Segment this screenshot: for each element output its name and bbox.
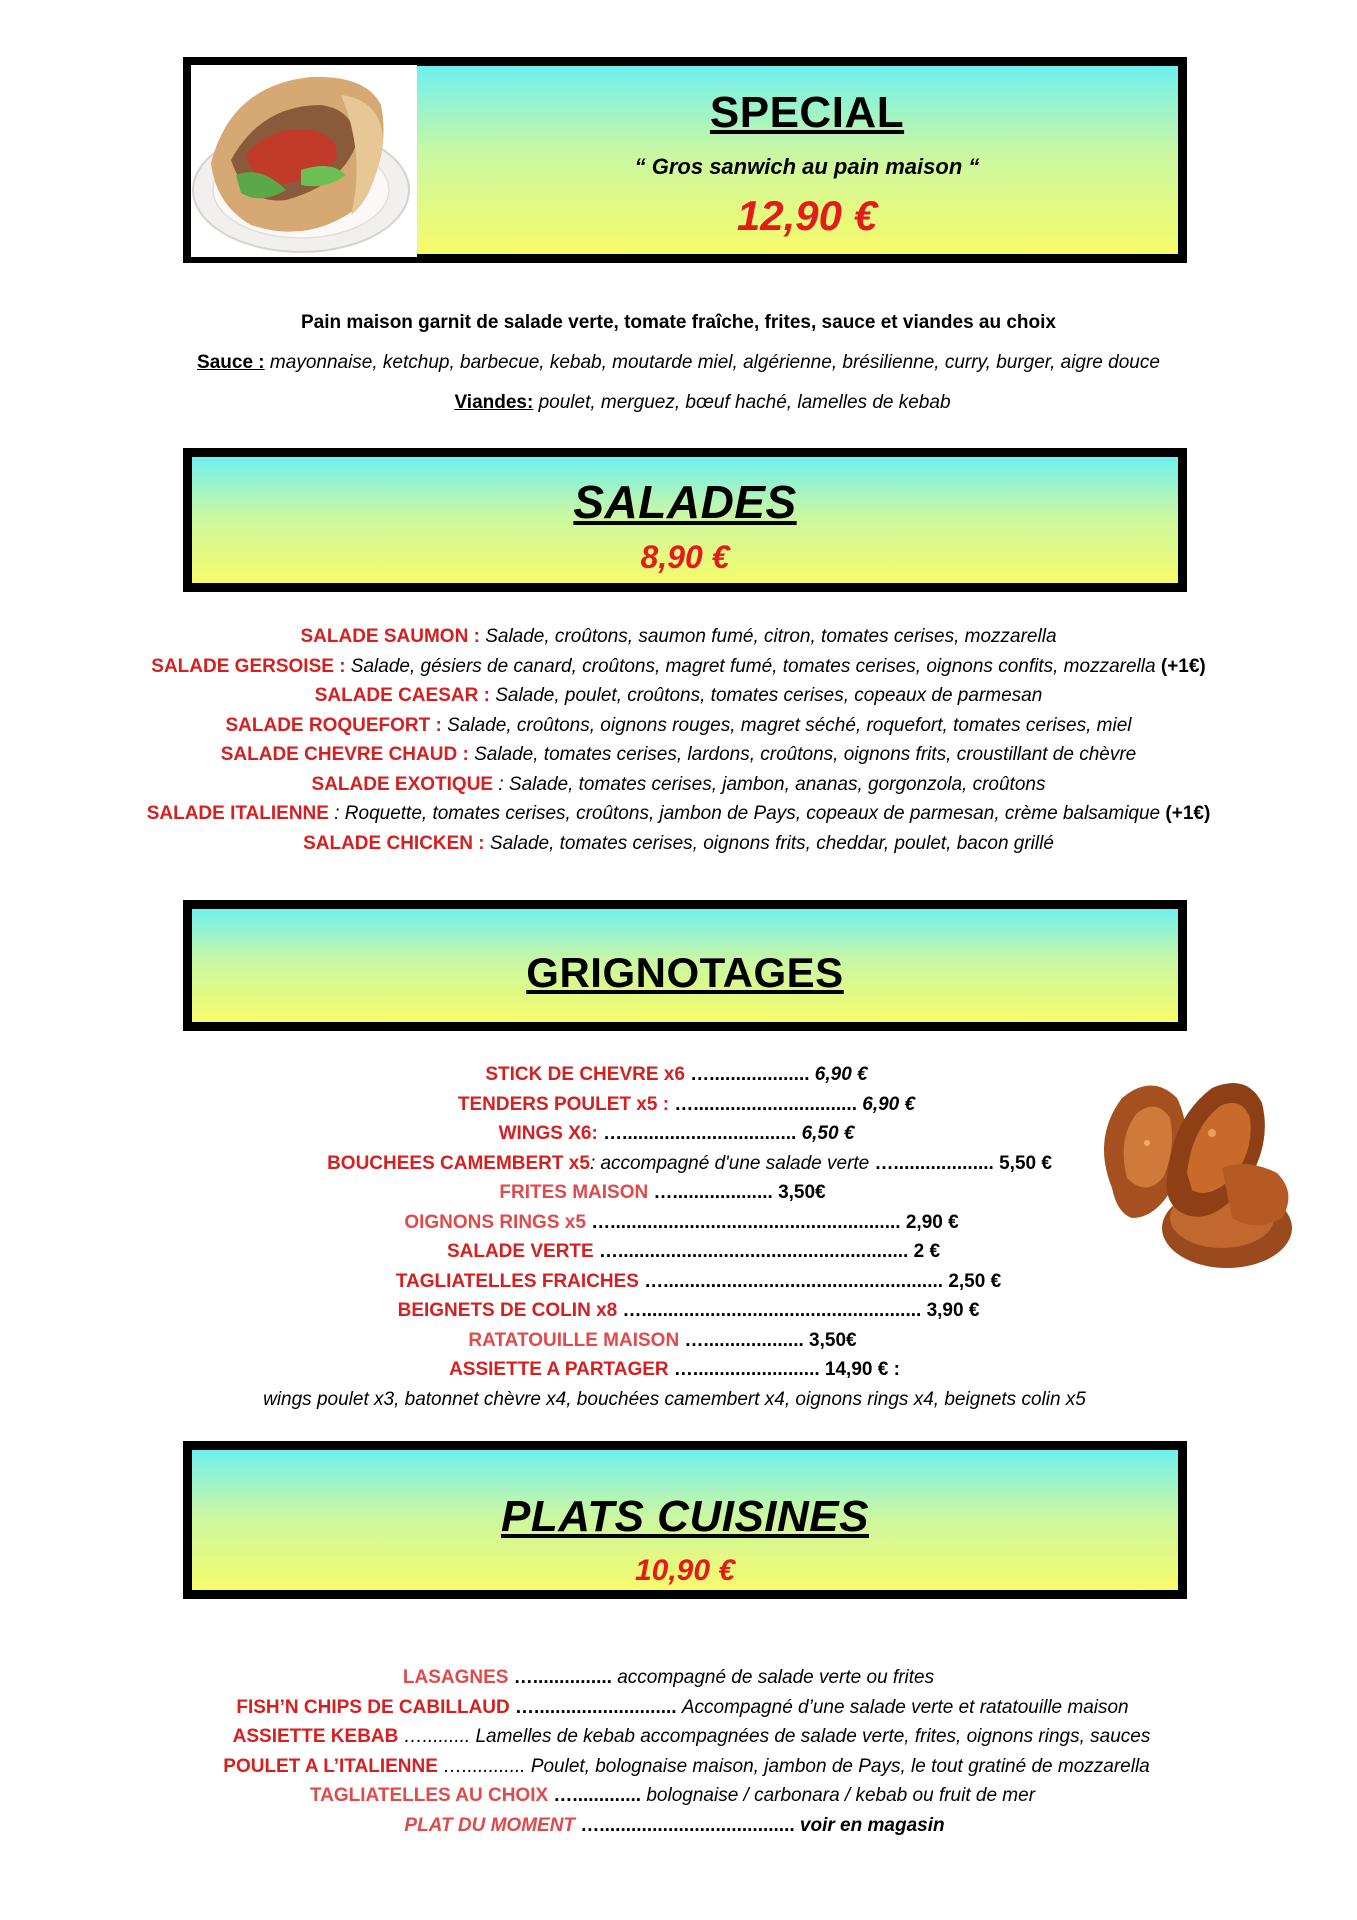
list-item: SALADE CAESAR : Salade, poulet, croûtons, tomates cerises, copeaux de parmesan xyxy=(314,685,1043,706)
list-item: OIGNONS RINGS x5 …....................................................... 2,90 € xyxy=(404,1211,959,1233)
special-subtitle: “ Gros sanwich au pain maison “ xyxy=(634,154,980,179)
plats-banner xyxy=(183,1441,1187,1599)
viandes-list: poulet, merguez, bœuf haché, lamelles de kebab xyxy=(533,392,951,413)
list-item: SALADE GERSOISE : Salade, gésiers de canard, croûtons, magret fumé, tomates cerises, oignons confits, mozzarella (+1€) xyxy=(151,655,1206,677)
list-item: SALADE SAUMON : Salade, croûtons, saumon fumé, citron, tomates cerises, mozzarella xyxy=(300,626,1057,647)
list-item: SALADE EXOTIQUE : Salade, tomates cerises, jambon, ananas, gorgonzola, croûtons xyxy=(311,773,1046,795)
viandes-line xyxy=(24,388,1357,418)
list-item: SALADE VERTE …....................................................... 2 € xyxy=(446,1241,941,1262)
salades-price: 8,90 € xyxy=(640,539,730,575)
list-item: TENDERS POULET x5 : …............................... 6,90 € xyxy=(457,1093,916,1115)
list-item: STICK DE CHEVRE x6 …................... 6,90 € xyxy=(485,1064,868,1085)
plats-list xyxy=(0,1663,1357,1840)
plats-title: PLATS CUISINES xyxy=(500,1492,869,1541)
list-item: TAGLIATELLES FRAICHES …..................................................... 2,50 € xyxy=(395,1270,1002,1292)
list-item: SALADE CHEVRE CHAUD : Salade, tomates cerises, lardons, croûtons, oignons frits, croustillant de chèvre xyxy=(220,744,1137,765)
grignotages-list xyxy=(0,1060,1357,1414)
platter-description: wings poulet x3, batonnet chèvre x4, bouchées camembert x4, oignons rings x4, beignets colin x5 xyxy=(263,1388,1086,1410)
list-item: LASAGNES …............... accompagné de salade verte ou frites xyxy=(402,1667,935,1688)
sauce-list: mayonnaise, ketchup, barbecue, kebab, moutarde miel, algérienne, brésilienne, curry, burger, aigre douce xyxy=(264,352,1160,373)
salades-list xyxy=(0,622,1357,858)
list-item: BEIGNETS DE COLIN x8 …..................................................... 3,90 € xyxy=(397,1300,980,1321)
sauce-label: Sauce : xyxy=(197,352,265,373)
special-description: Pain maison garnit de salade verte, tomate fraîche, frites, sauce et viandes au choix xyxy=(300,312,1056,333)
list-item: TAGLIATELLES AU CHOIX …............. bolognaise / carbonara / kebab ou fruit de mer xyxy=(309,1785,1036,1806)
viandes-label: Viandes: xyxy=(454,392,534,413)
list-item: SALADE ROQUEFORT : Salade, croûtons, oignons rouges, magret séché, roquefort, tomates cerises, miel xyxy=(225,714,1132,736)
list-item: FISH’N CHIPS DE CABILLAUD …........................... Accompagné d’une salade verte et ratatouille maison xyxy=(236,1696,1129,1718)
salades-banner xyxy=(183,448,1187,592)
list-item: ASSIETTE KEBAB …......... Lamelles de kebab accompagnées de salade verte, frites, oignons rings, sauces xyxy=(232,1726,1151,1747)
list-item: FRITES MAISON …................... 3,50€ xyxy=(499,1182,826,1203)
special-title: SPECIAL xyxy=(709,88,905,137)
list-item: BOUCHEES CAMEMBERT x5: accompagné d'une salade verte …................... 5,50 € xyxy=(327,1152,1052,1174)
list-item: SALADE CHICKEN : Salade, tomates cerises, oignons frits, cheddar, poulet, bacon grillé xyxy=(303,832,1054,854)
list-item: ASSIETTE A PARTAGER …........................ 14,90 € : xyxy=(449,1359,900,1380)
sauce-line xyxy=(0,348,1357,378)
grignotages-title: GRIGNOTAGES xyxy=(526,949,844,996)
grignotages-banner xyxy=(183,900,1187,1031)
special-price: 12,90 € xyxy=(736,192,878,239)
list-item: WINGS X6: …................................. 6,50 € xyxy=(498,1123,855,1144)
kebab-sandwich-image xyxy=(191,65,417,257)
list-item: SALADE ITALIENNE : Roquette, tomates cerises, croûtons, jambon de Pays, copeaux de parmesan, crème balsamique (+1€) xyxy=(146,803,1211,824)
list-item: RATATOUILLE MAISON …................... 3,50€ xyxy=(468,1329,857,1351)
list-item: PLAT DU MOMENT …..................................... voir en magasin xyxy=(404,1814,945,1836)
list-item: POULET A L’ITALIENNE …............ Poulet, bolognaise maison, jambon de Pays, le tout gratiné de mozzarella xyxy=(223,1755,1150,1777)
salades-title: SALADES xyxy=(573,476,797,528)
plats-price: 10,90 € xyxy=(634,1554,736,1587)
